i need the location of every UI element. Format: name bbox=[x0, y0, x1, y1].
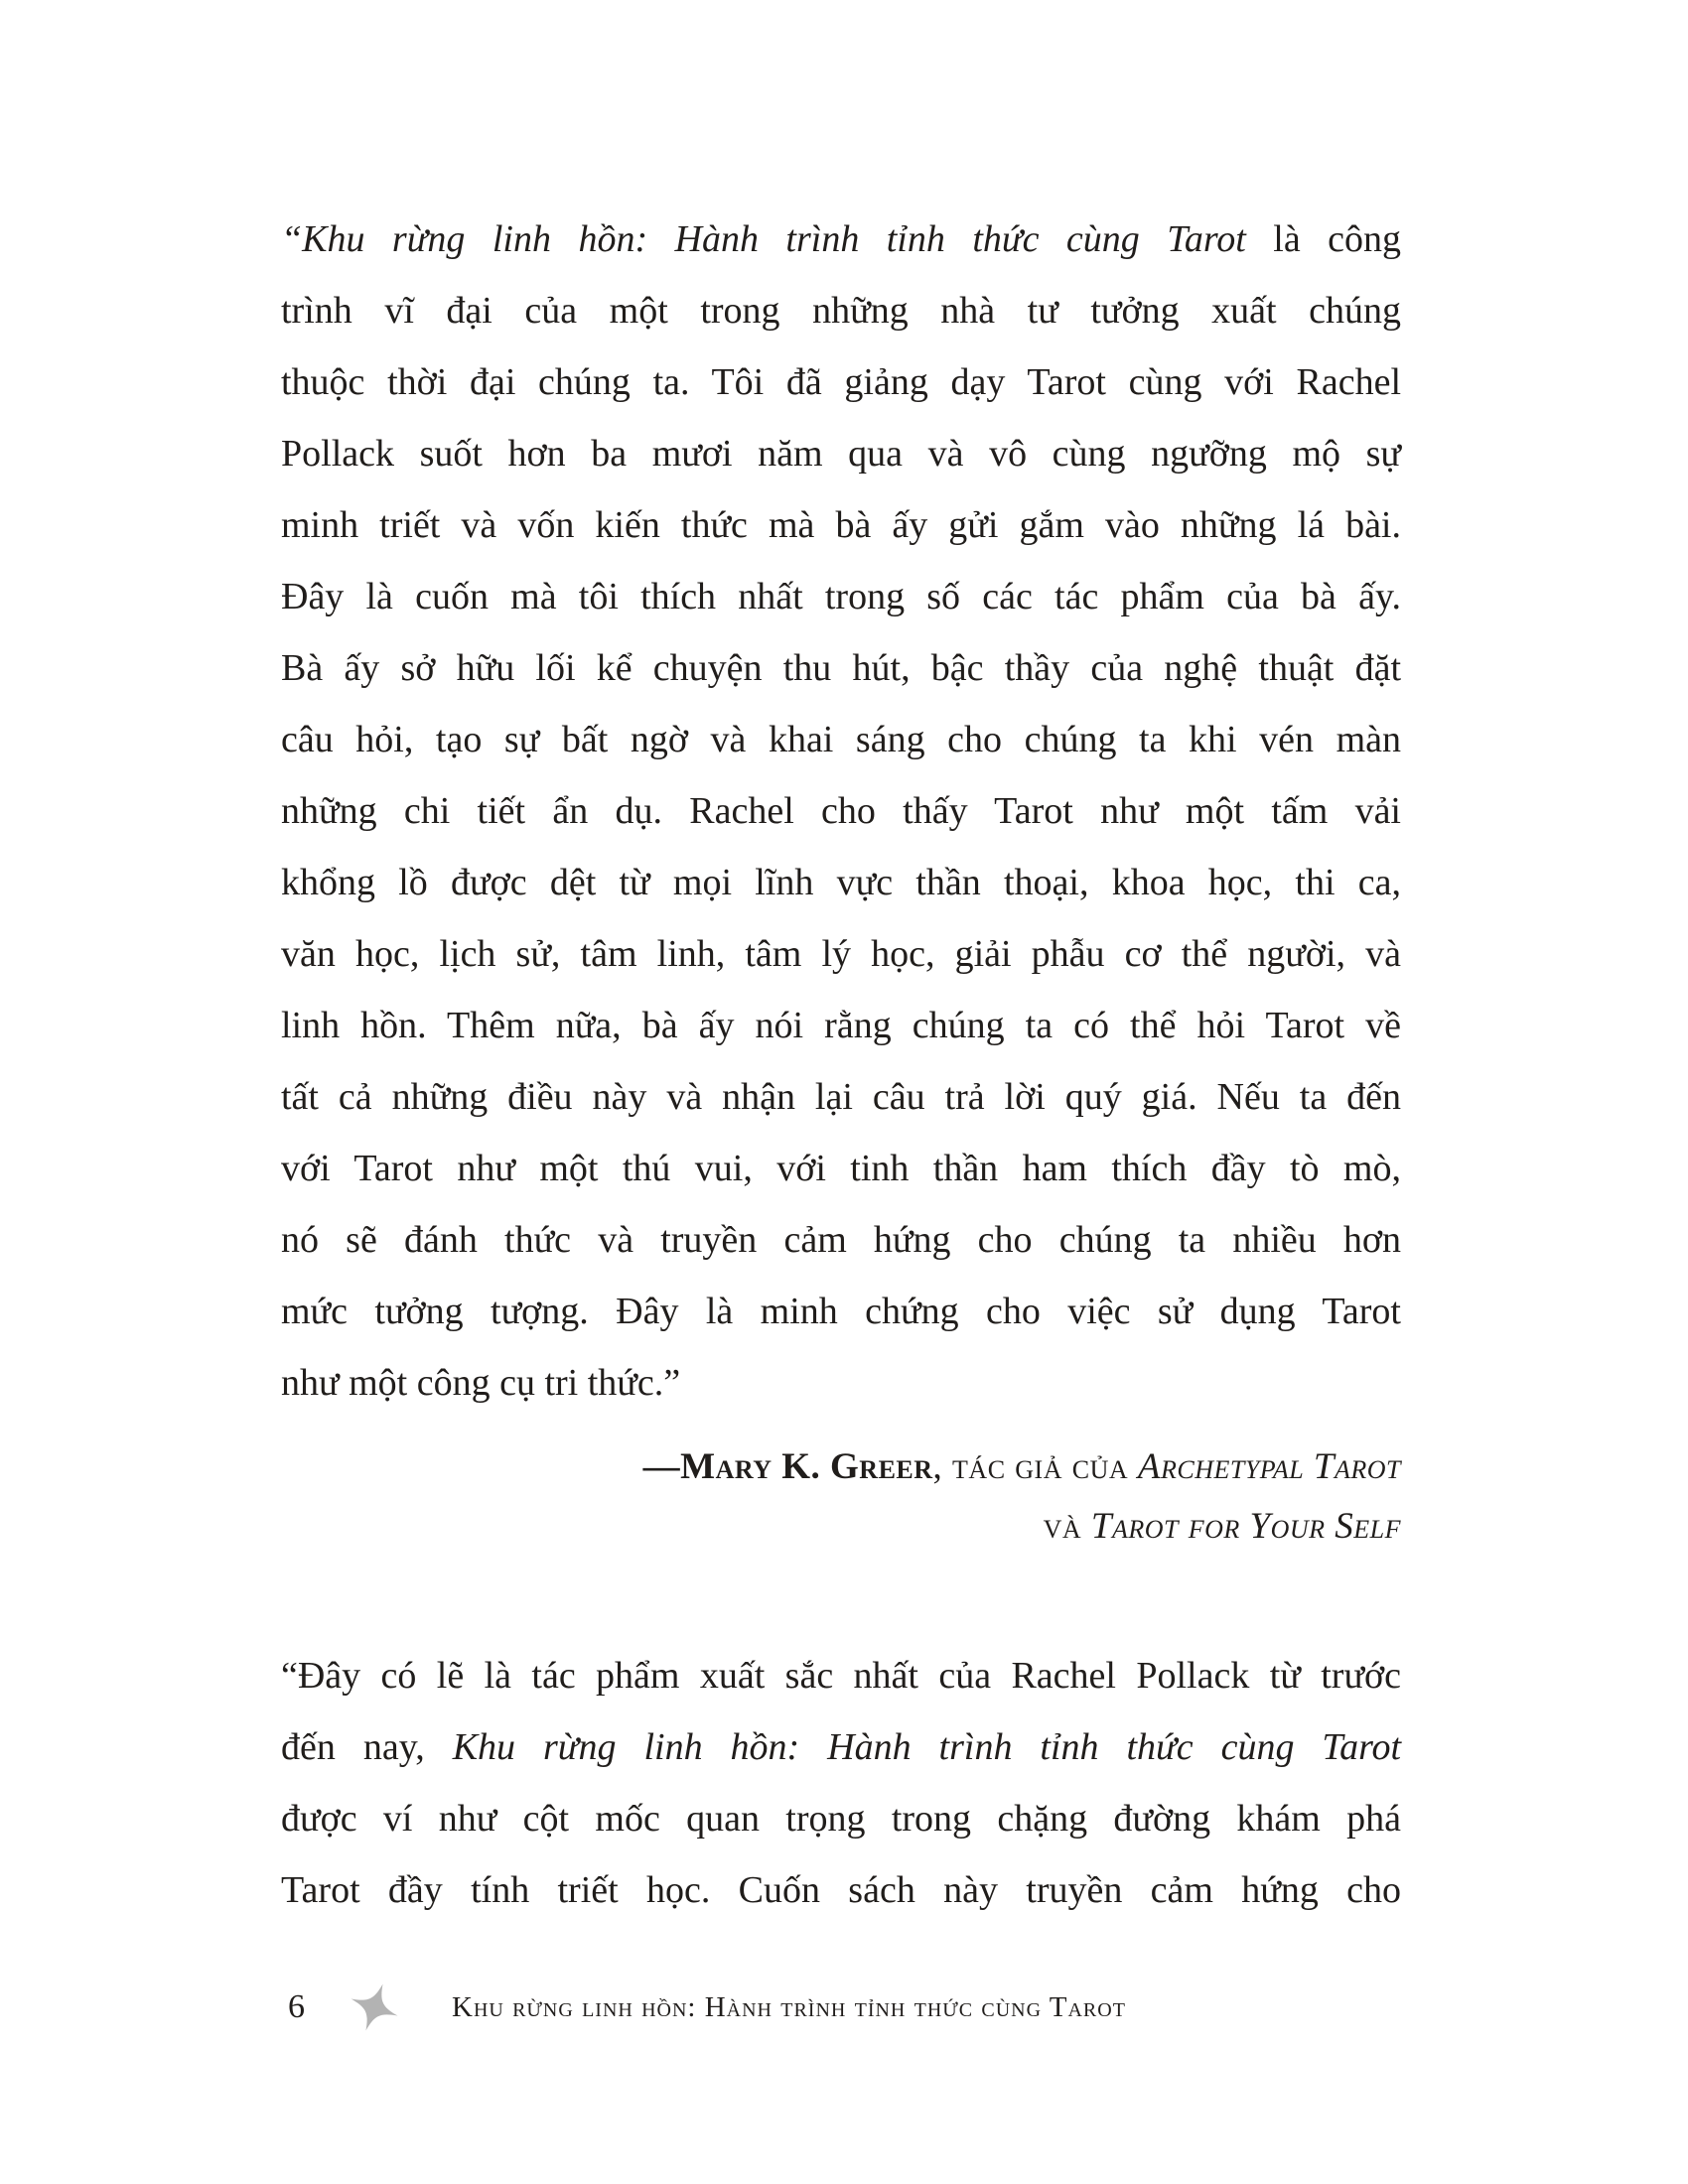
text-line: “Khu rừng linh hồn: Hành trình tỉnh thức cùng Tarot là công bbox=[281, 218, 1401, 260]
text-line: những chi tiết ẩn dụ. Rachel cho thấy Tarot như một tấm vải bbox=[281, 790, 1401, 832]
text-line: Đây là cuốn mà tôi thích nhất trong số các tác phẩm của bà ấy. bbox=[281, 576, 1401, 617]
text-line: với Tarot như một thú vui, với tinh thần ham thích đầy tò mò, bbox=[281, 1148, 1401, 1189]
text-line: minh triết và vốn kiến thức mà bà ấy gửi gắm vào những lá bài. bbox=[281, 504, 1401, 546]
text-line: văn học, lịch sử, tâm linh, tâm lý học, giải phẫu cơ thể người, và bbox=[281, 933, 1401, 975]
text-line: thuộc thời đại chúng ta. Tôi đã giảng dạy Tarot cùng với Rachel bbox=[281, 361, 1401, 403]
text-line: —Mary K. Greer, tác giả của Archetypal Tarot bbox=[642, 1446, 1401, 1487]
text-line: “Đây có lẽ là tác phẩm xuất sắc nhất của Rachel Pollack từ trước bbox=[281, 1655, 1401, 1697]
text-line: được ví như cột mốc quan trọng trong chặng đường khám phá bbox=[281, 1798, 1401, 1840]
quote-paragraph-2 bbox=[281, 1640, 1401, 1926]
quote-paragraph-1 bbox=[281, 204, 1401, 1419]
text-line: câu hỏi, tạo sự bất ngờ và khai sáng cho chúng ta khi vén màn bbox=[281, 719, 1401, 760]
text-line: tất cả những điều này và nhận lại câu trả lời quý giá. Nếu ta đến bbox=[281, 1076, 1401, 1118]
page-number: 6 bbox=[288, 1988, 305, 2025]
text-line: Pollack suốt hơn ba mươi năm qua và vô cùng ngưỡng mộ sự bbox=[281, 433, 1401, 475]
text-line: Tarot đầy tính triết học. Cuốn sách này truyền cảm hứng cho bbox=[281, 1869, 1401, 1911]
attribution bbox=[281, 1437, 1401, 1557]
text-line: khổng lồ được dệt từ mọi lĩnh vực thần thoại, khoa học, thi ca, bbox=[281, 862, 1401, 903]
text-line: đến nay, Khu rừng linh hồn: Hành trình tỉnh thức cùng Tarot bbox=[281, 1726, 1402, 1768]
text-line: linh hồn. Thêm nữa, bà ấy nói rằng chúng ta có thể hỏi Tarot về bbox=[281, 1005, 1401, 1046]
text-line: mức tưởng tượng. Đây là minh chứng cho việc sử dụng Tarot bbox=[281, 1291, 1401, 1332]
text-line: như một công cụ tri thức.” bbox=[281, 1362, 681, 1404]
text-line: và Tarot for Your Self bbox=[1043, 1506, 1401, 1547]
text-line: nó sẽ đánh thức và truyền cảm hứng cho chúng ta nhiều hơn bbox=[281, 1219, 1401, 1261]
text-line: trình vĩ đại của một trong những nhà tư tưởng xuất chúng bbox=[281, 290, 1401, 332]
running-book-title: Khu rừng linh hồn: Hành trình tỉnh thức cùng Tarot bbox=[452, 1991, 1126, 2023]
page-footer bbox=[288, 1976, 1440, 2039]
four-point-star-icon bbox=[349, 1979, 400, 2035]
text-line: Bà ấy sở hữu lối kể chuyện thu hút, bậc thầy của nghệ thuật đặt bbox=[281, 647, 1401, 689]
